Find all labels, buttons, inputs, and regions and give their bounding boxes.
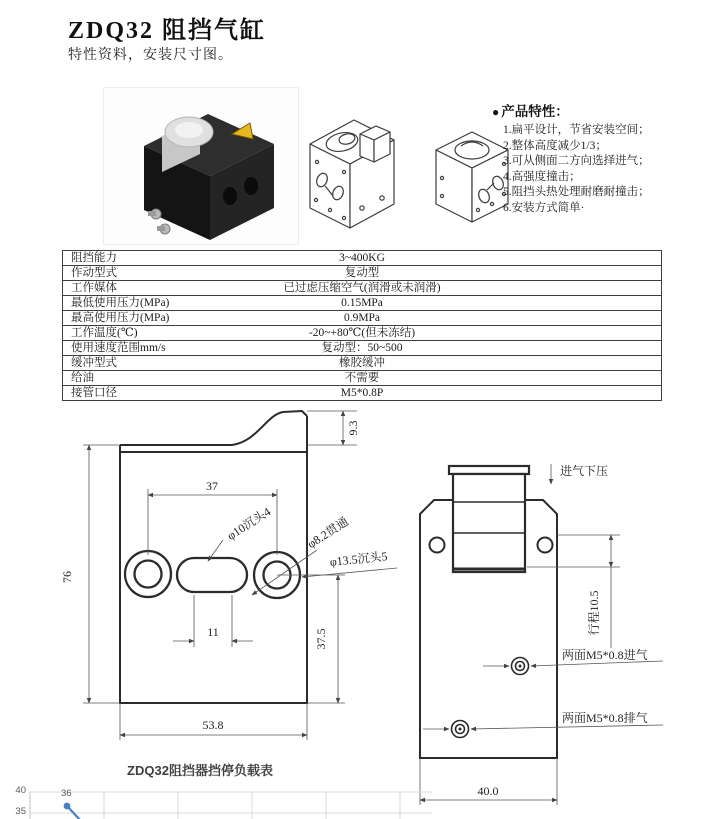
feature-item: 5.阻挡头热处理耐磨耐撞击； <box>503 186 650 198</box>
spec-label: 给油 <box>71 372 94 384</box>
spec-value: 0.9MPa <box>343 312 381 324</box>
dim-right-offset: 37.5 <box>314 628 328 650</box>
spec-value: 不需要 <box>344 372 380 384</box>
features-panel <box>492 100 714 216</box>
dim-height: 76 <box>60 571 74 583</box>
label-intake: 两面M5*0.8进气 <box>562 648 648 662</box>
y-tick: 35 <box>15 806 26 817</box>
spec-value: 橡胶缓冲 <box>339 357 385 369</box>
spec-label: 作动型式 <box>71 267 117 279</box>
dim-width: 40.0 <box>477 784 499 798</box>
spec-value: -20~+80℃(但未冻结) <box>308 327 416 339</box>
spec-table <box>62 250 662 401</box>
label-counterbore135: φ13.5沉头5 <box>329 549 389 570</box>
spec-label: 工作媒体 <box>71 282 117 294</box>
spec-value: 0.15MPa <box>341 297 383 309</box>
feature-item: 4.高强度撞击； <box>503 170 581 183</box>
spec-label: 使用速度范围mm/s <box>71 342 166 354</box>
page-title: ZDQ32 阻挡气缸 <box>68 18 267 44</box>
dim-slot-span: 11 <box>207 625 219 639</box>
chart-title: ZDQ32阻挡器挡停负载表 <box>127 763 273 778</box>
dim-width: 53.8 <box>202 718 224 732</box>
features-heading: ● 产品特性： <box>492 104 569 119</box>
spec-label: 最低使用压力(MPa) <box>71 297 170 309</box>
feature-item: 6.安装方式简单· <box>503 201 585 214</box>
spec-value: 复动型：50~500 <box>321 342 403 354</box>
spec-value: 复动型 <box>344 267 380 279</box>
table-row <box>63 325 661 340</box>
dim-head-height: 9.3 <box>346 420 360 436</box>
table-row <box>63 370 661 385</box>
bullet-icon: ● <box>492 105 500 119</box>
side-view-drawing <box>405 450 714 815</box>
spec-label: 工作温度(℃) <box>71 327 138 339</box>
table-row <box>63 251 661 265</box>
spec-label: 缓冲型式 <box>71 357 117 369</box>
label-counterbore10: φ10沉头4 <box>224 504 274 543</box>
table-row <box>63 310 661 325</box>
feature-item: 2.整体高度减少1/3； <box>503 139 607 152</box>
table-row <box>63 385 661 400</box>
load-chart <box>0 752 445 819</box>
spec-label: 最高使用压力(MPa) <box>71 312 170 324</box>
label-press-down: 进气下压 <box>560 464 609 478</box>
spec-value: 已过虑压缩空气(润滑或未润滑) <box>283 282 441 294</box>
front-view-drawing <box>55 405 405 750</box>
y-tick: 40 <box>15 785 26 796</box>
label-through-hole: φ8.2贯通 <box>304 514 351 552</box>
table-row <box>63 295 661 310</box>
spec-label: 接管口径 <box>71 387 117 399</box>
product-photo-art <box>104 88 298 244</box>
spec-value: 3~400KG <box>339 252 385 264</box>
dim-hole-span: 37 <box>206 479 218 493</box>
page-subtitle: 特性资料，安装尺寸图。 <box>68 48 233 63</box>
dim-stroke: 行程10.5 <box>587 590 601 636</box>
product-drawing-iso-1 <box>300 106 402 238</box>
spec-label: 阻挡能力 <box>71 252 117 264</box>
table-row <box>63 355 661 370</box>
product-photo <box>103 87 299 245</box>
point-label: 36 <box>61 788 72 799</box>
label-exhaust: 两面M5*0.8排气 <box>562 711 648 725</box>
table-row <box>63 280 661 295</box>
chart-point <box>64 803 71 810</box>
feature-item: 3.可从侧面二方向选择进气； <box>503 155 650 167</box>
table-row <box>63 265 661 280</box>
spec-value: M5*0.8P <box>340 387 384 399</box>
feature-item: 1.扁平设计，节省安装空间； <box>503 124 650 136</box>
table-row <box>63 340 661 355</box>
features-list <box>492 123 714 216</box>
